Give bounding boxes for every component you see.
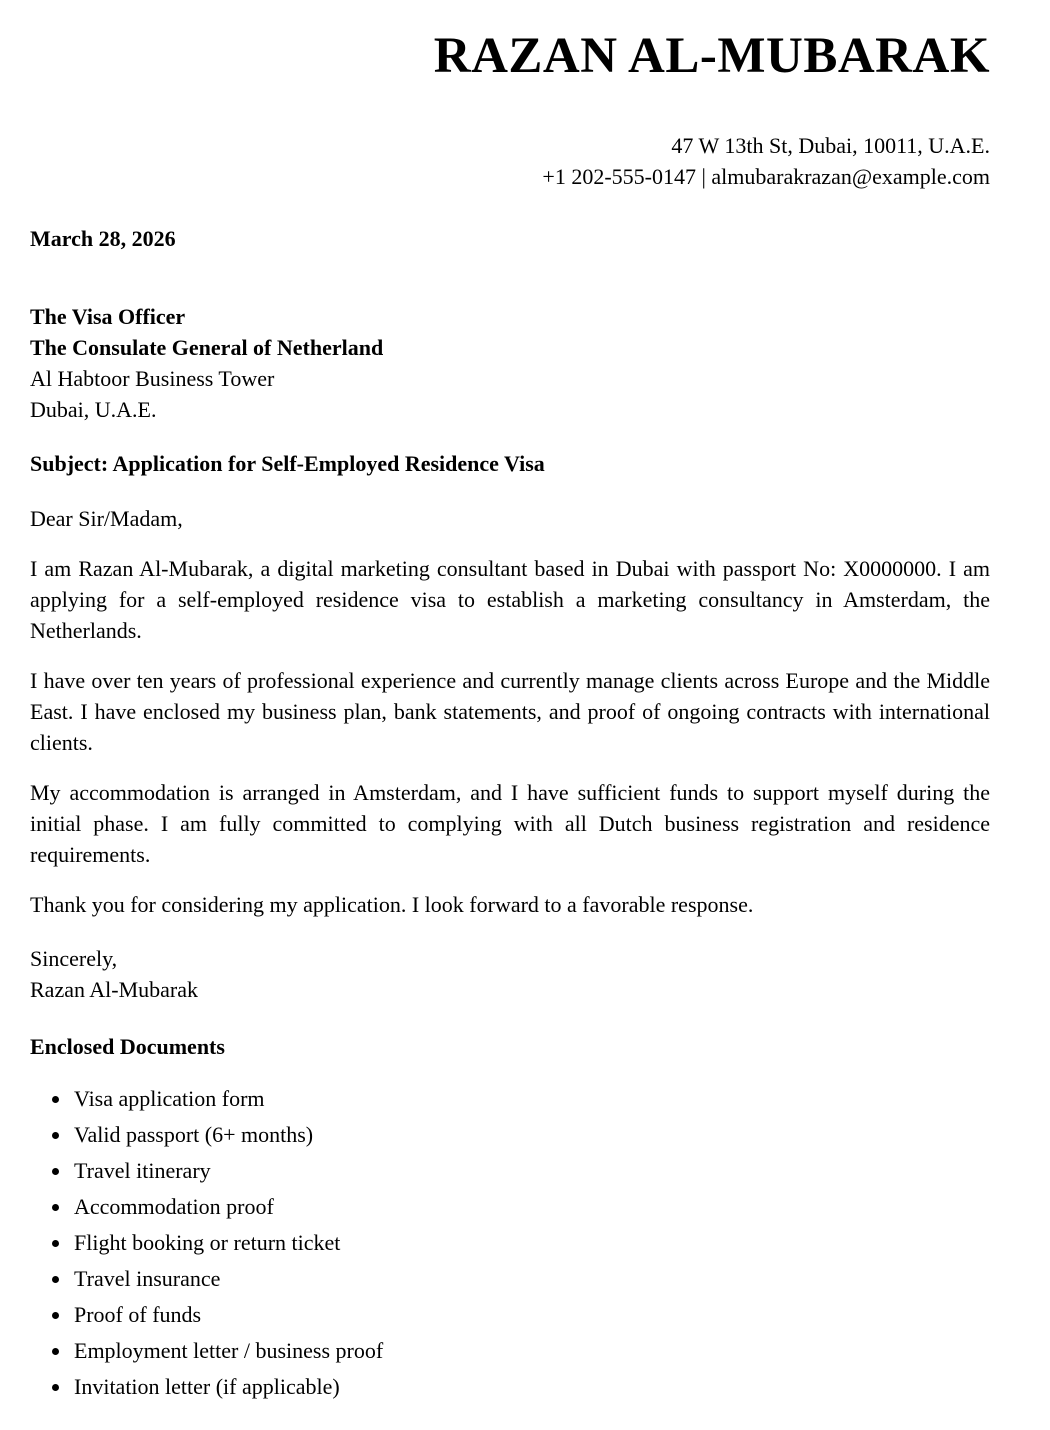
closing-signature: Razan Al-Mubarak: [30, 977, 198, 1002]
body-paragraph-2: I have over ten years of professional experience and currently manage clients across Europe and the Middle East. I have enclosed my business plan, bank statements, and proof of ongoing contracts with international clients.: [30, 668, 990, 755]
list-item: • Travel insurance: [72, 1263, 990, 1294]
closing-block: [30, 943, 990, 1005]
enclosed-documents-list: [30, 1083, 990, 1402]
list-item: • Visa application form: [72, 1083, 990, 1114]
recipient-title: The Visa Officer: [30, 304, 186, 329]
letterhead-address: 47 W 13th St, Dubai, 10011, U.A.E.: [671, 133, 990, 158]
recipient-block: [30, 301, 990, 425]
salutation: Dear Sir/Madam,: [30, 506, 183, 531]
letter-date: March 28, 2026: [30, 226, 176, 251]
list-item: • Valid passport (6+ months): [72, 1119, 990, 1150]
body-paragraph-1: I am Razan Al-Mubarak, a digital marketing consultant based in Dubai with passport No: X0000000. I am applying for a self-employed residence visa to establish a marketing consultancy in Amsterdam, the Netherlands.: [30, 556, 990, 643]
letterhead-contact-block: [30, 130, 990, 192]
body-paragraph-3: My accommodation is arranged in Amsterdam, and I have sufficient funds to support myself during the initial phase. I am fully committed to complying with all Dutch business registration and residence requirements.: [30, 780, 990, 867]
recipient-address-line1: Al Habtoor Business Tower: [30, 366, 275, 391]
recipient-address-line2: Dubai, U.A.E.: [30, 397, 157, 422]
body-paragraph-4: Thank you for considering my application. I look forward to a favorable response.: [30, 892, 754, 917]
list-item: • Proof of funds: [72, 1299, 990, 1330]
letterhead-phone-email: +1 202-555-0147 | almubarakrazan@example.com: [542, 164, 990, 189]
letterhead-name: RAZAN AL-MUBARAK: [433, 28, 990, 84]
closing-sign-off: Sincerely,: [30, 946, 118, 971]
list-item: • Travel itinerary: [72, 1155, 990, 1186]
enclosed-documents-heading: Enclosed Documents: [30, 1034, 225, 1059]
recipient-organization: The Consulate General of Netherland: [30, 335, 384, 360]
list-item: • Accommodation proof: [72, 1191, 990, 1222]
subject-line: Subject: Application for Self-Employed Residence Visa: [30, 451, 545, 476]
list-item: • Flight booking or return ticket: [72, 1227, 990, 1258]
list-item: • Employment letter / business proof: [72, 1335, 990, 1366]
list-item: • Invitation letter (if applicable): [72, 1371, 990, 1402]
